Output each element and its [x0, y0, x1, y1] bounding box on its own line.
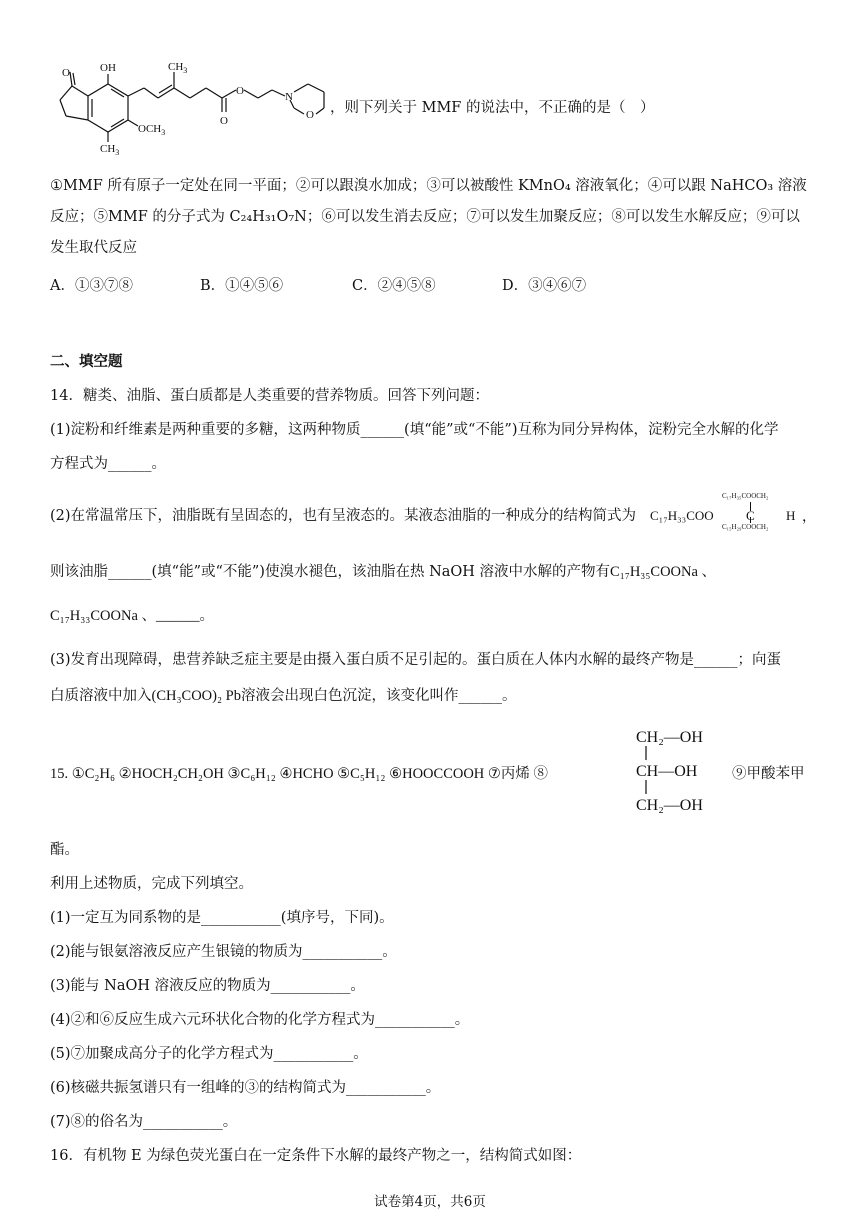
q14-part2-line3: C₁₇H₃₃COONa 、______。 [50, 608, 215, 624]
glycerol-row2: CH—OH [636, 763, 698, 780]
mol-och3: OCH [138, 123, 162, 135]
lead-acetate-formula: (CH₃COO)₂ Pb [151, 688, 241, 704]
q13-statements-line3: 发生取代反应 [50, 240, 137, 256]
q14-part3-line2 [50, 686, 516, 706]
mol-ch3-top-sub: 3 [183, 66, 188, 75]
q14-part3-line1: (3)发育出现障碍，患营养缺乏症主要是由摄入蛋白质不足引起的。蛋白质在人体内水解的最终产物是______；向蛋 [50, 652, 782, 668]
q14-part2-line1: (2)在常温常压下，油脂既有呈固态的，也有呈液态的。某液态油脂的一种成分的结构简式为 [50, 508, 637, 524]
fat-central-c: C [746, 508, 755, 523]
q13-stem: ，则下列关于 MMF 的说法中，不正确的是（ ） [330, 100, 655, 116]
fat-main-chain: C₁₇H₃₃COO [650, 508, 714, 523]
q15-item-3: (3)能与 NaOH 溶液反应的物质为___________。 [50, 978, 365, 994]
q15-line1-tail: ⑨甲酸苯甲 [732, 766, 805, 782]
page-footer: 试卷第4页，共6页 [374, 1194, 486, 1210]
q14-part1-line1: (1)淀粉和纤维素是两种重要的多糖，这两种物质______(填“能”或“不能”)互称为同分异构体，淀粉完全水解的化学 [50, 422, 779, 438]
svg-text:CH3 [100, 143, 119, 156]
q14-part2-line2 [50, 562, 716, 582]
q14-part2-line2-text: 则该油脂______(填“能”或“不能”)使溴水褪色，该油脂在热 NaOH 溶液中水解的产物有 [50, 564, 611, 580]
q13-option-b[interactable]: B．①④⑤⑥ [200, 278, 284, 294]
q14-part3-line2-a: 白质溶液中加入 [50, 688, 152, 704]
q15-line3: 利用上述物质，完成下列填空。 [50, 876, 253, 892]
mol-och3-sub: 3 [161, 128, 166, 137]
fat-top-chain: C₁₇H₃₅COOCH₂ [722, 492, 769, 500]
q15-item-2: (2)能与银氨溶液反应产生银镜的物质为___________。 [50, 944, 397, 960]
mol-ch3-bottom: CH [100, 143, 116, 155]
q13-statements-line2: 反应；⑤MMF 的分子式为 C₂₄H₃₁O₇N；⑥可以发生消去反应；⑦可以发生加聚反应；⑧可以发生水解反应；⑨可以 [50, 209, 800, 225]
mol-oh-label: OH [100, 62, 116, 74]
q15-substances: 15. ①C₂H₆ ②HOCH₂CH₂OH ③C₆H₁₂ ④HCHO ⑤C₅H₁₂ ⑥HOOCCOOH ⑦丙烯 ⑧ [50, 766, 549, 782]
q13-option-c[interactable]: C．②④⑤⑧ [352, 278, 436, 294]
mol-n: N [285, 91, 293, 103]
mol-ch3-bottom-sub: 3 [115, 148, 120, 156]
glycerol-row3: CH₂—OH [636, 797, 703, 814]
q15-item-1: (1)一定互为同系物的是___________(填序号，下同)。 [50, 910, 394, 926]
mmf-structure [40, 56, 340, 156]
mol-o-morpholine: O [306, 109, 314, 121]
q13-statements-line1: ①MMF 所有原子一定处在同一平面；②可以跟溴水加成；③可以被酸性 KMnO₄ 溶液氧化；④可以跟 NaHCO₃ 溶液 [50, 178, 807, 194]
q16-intro: 16．有机物 E 为绿色荧光蛋白在一定条件下水解的最终产物之一，结构简式如图： [50, 1148, 582, 1164]
q15-item-6: (6)核磁共振氢谱只有一组峰的③的结构简式为___________。 [50, 1080, 441, 1096]
mol-o-lactone: O [62, 67, 70, 79]
q14-part3-line2-b: 溶液会出现白色沉淀，该变化叫作______。 [240, 688, 517, 704]
svg-text:OCH3 [138, 123, 165, 137]
q15-item-4: (4)②和⑥反应生成六元环状化合物的化学方程式为___________。 [50, 1012, 470, 1028]
q14-part1-line2: 方程式为______。 [50, 456, 166, 472]
fat-structure [650, 490, 816, 534]
glycerol-row1: CH₂—OH [636, 729, 703, 746]
fat-comma: ， [802, 509, 816, 525]
mol-ch3-top: CH [168, 61, 184, 73]
q15-item-5: (5)⑦加聚成高分子的化学方程式为___________。 [50, 1046, 368, 1062]
svg-text:CH3 [168, 61, 187, 75]
q13-option-a[interactable]: A．①③⑦⑧ [50, 278, 133, 294]
mol-ester-o2: O [236, 85, 244, 97]
q14-intro: 14．糖类、油脂、蛋白质都是人类重要的营养物质。回答下列问题： [50, 388, 489, 404]
mol-ester-o1: O [220, 115, 228, 127]
q15-line2: 酯。 [50, 842, 79, 858]
q15-item-7: (7)⑧的俗名为___________。 [50, 1114, 238, 1130]
fat-h: H [786, 508, 796, 523]
glycerol-structure [632, 724, 732, 820]
fat-bottom-chain: C₁₅H₂₉COOCH₂ [722, 523, 769, 531]
section-title: 二、填空题 [50, 353, 123, 370]
q14-product-stearate: C₁₇H₃₅COONa 、 [610, 564, 717, 580]
q13-option-d[interactable]: D．③④⑥⑦ [502, 278, 587, 294]
